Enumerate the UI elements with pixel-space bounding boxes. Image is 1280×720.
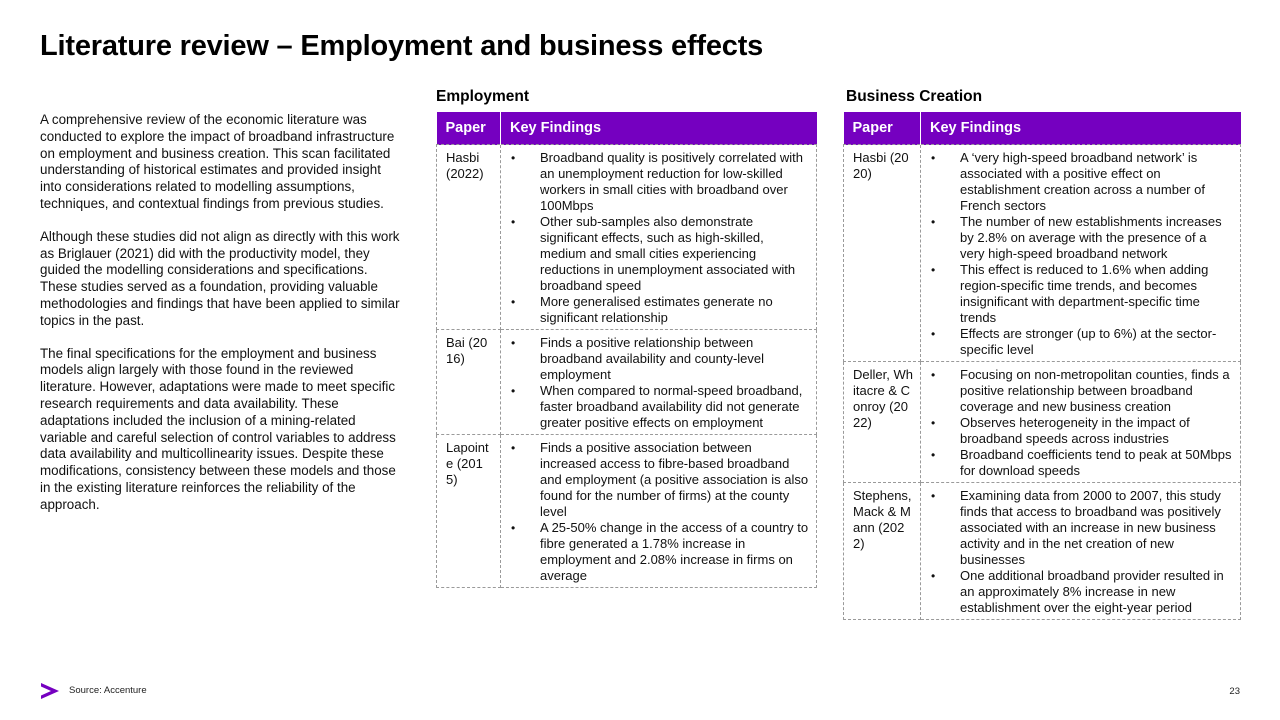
paper-cell: Lapointe (2015) <box>437 435 501 588</box>
finding-item: • More generalised estimates generate no significant relationship <box>510 294 810 326</box>
page-number: 23 <box>1229 686 1240 697</box>
finding-item: • This effect is reduced to 1.6% when adding region-specific time trends, and becomes insignificant with department-specific time trends <box>930 262 1234 326</box>
finding-item: • Finds a positive association between increased access to fibre-based broadband and employment (a positive association is also found for the number of firms) at the county level <box>510 440 810 520</box>
finding-item: • A ‘very high-speed broadband network’ is associated with a positive effect on establishment creation across a number of French sectors <box>930 150 1234 214</box>
table-header-row <box>844 112 1241 145</box>
business-creation-heading: Business Creation <box>846 88 983 105</box>
finding-item: • The number of new establishments increases by 2.8% on average with the presence of a very high-speed broadband network <box>930 214 1234 262</box>
accenture-logo-icon <box>40 681 60 701</box>
column-header-findings: Key Findings <box>921 112 1241 145</box>
finding-item: • Finds a positive relationship between broadband availability and county-level employment <box>510 335 810 383</box>
findings-cell <box>921 145 1241 362</box>
paper-cell: Hasbi (2022) <box>437 145 501 330</box>
table-row <box>844 145 1241 362</box>
finding-item: • Examining data from 2000 to 2007, this study finds that access to broadband was positively associated with an increase in new business activity and in the net creation of new businesses <box>930 488 1234 568</box>
findings-cell <box>501 435 817 588</box>
findings-cell <box>921 362 1241 483</box>
page-title: Literature review – Employment and business effects <box>40 30 764 62</box>
column-header-paper: Paper <box>437 112 501 145</box>
table-row <box>437 435 817 588</box>
column-header-paper: Paper <box>844 112 921 145</box>
finding-item: • When compared to normal-speed broadband, faster broadband availability did not generate greater positive effects on employment <box>510 383 810 431</box>
table-row <box>437 145 817 330</box>
paper-cell: Deller, Whitacre & Conroy (2022) <box>844 362 921 483</box>
table-header-row <box>437 112 817 145</box>
finding-item: • Observes heterogeneity in the impact of broadband speeds across industries <box>930 415 1234 447</box>
findings-list <box>510 335 810 431</box>
findings-cell <box>501 145 817 330</box>
intro-text <box>40 112 402 530</box>
findings-cell <box>501 330 817 435</box>
finding-item: • Broadband quality is positively correlated with an unemployment reduction for low-skilled workers in small cities with broadband over 100Mbps <box>510 150 810 214</box>
paper-cell: Stephens, Mack & Mann (2022) <box>844 483 921 620</box>
finding-item: • One additional broadband provider resulted in an approximately 8% increase in new establishment over the eight-year period <box>930 568 1234 616</box>
findings-list <box>510 150 810 326</box>
finding-item: • A 25-50% change in the access of a country to fibre generated a 1.78% increase in employment and 2.08% increase in firms on average <box>510 520 810 584</box>
finding-item: • Focusing on non-metropolitan counties, finds a positive relationship between broadband coverage and new business creation <box>930 367 1234 415</box>
finding-item: • Broadband coefficients tend to peak at 50Mbps for download speeds <box>930 447 1234 479</box>
table-row <box>844 362 1241 483</box>
findings-cell <box>921 483 1241 620</box>
finding-item: • Effects are stronger (up to 6%) at the sector-specific level <box>930 326 1234 358</box>
paper-cell: Bai (2016) <box>437 330 501 435</box>
business-creation-table <box>843 112 1241 620</box>
findings-list <box>930 150 1234 358</box>
column-header-findings: Key Findings <box>501 112 817 145</box>
source-note: Source: Accenture <box>69 685 147 696</box>
table-row <box>844 483 1241 620</box>
employment-heading: Employment <box>436 88 530 105</box>
table-row <box>437 330 817 435</box>
findings-list <box>930 488 1234 616</box>
intro-paragraph: Although these studies did not align as directly with this work as Briglauer (2021) did with the productivity model, they guided the modelling considerations and specifications. These studies served as a foundation, providing valuable methodologies and findings that have been applied to similar topics in the past. <box>40 228 400 328</box>
intro-paragraph: A comprehensive review of the economic literature was conducted to explore the impact of broadband infrastructure on employment and business creation. This scan facilitated understanding of historical estimates and provided insight into considerations related to modelling assumptions, techniques, and contextual findings from previous studies. <box>40 112 395 211</box>
findings-list <box>510 440 810 584</box>
finding-item: • Other sub-samples also demonstrate significant effects, such as high-skilled, medium and small cities experiencing reductions in unemployment associated with broadband speed <box>510 214 810 294</box>
findings-list <box>930 367 1234 479</box>
intro-paragraph: The final specifications for the employment and business models align largely with those found in the reviewed literature. However, adaptations were made to meet specific research requirements and data availability. These adaptations included the inclusion of a mining-related variable and careful selection of control variables to address data availability and multicollinearity issues. Despite these modifications, consistency between these models and those in the existing literature reinforces the reliability of the approach. <box>40 345 396 512</box>
employment-table <box>436 112 817 588</box>
paper-cell: Hasbi (2020) <box>844 145 921 362</box>
